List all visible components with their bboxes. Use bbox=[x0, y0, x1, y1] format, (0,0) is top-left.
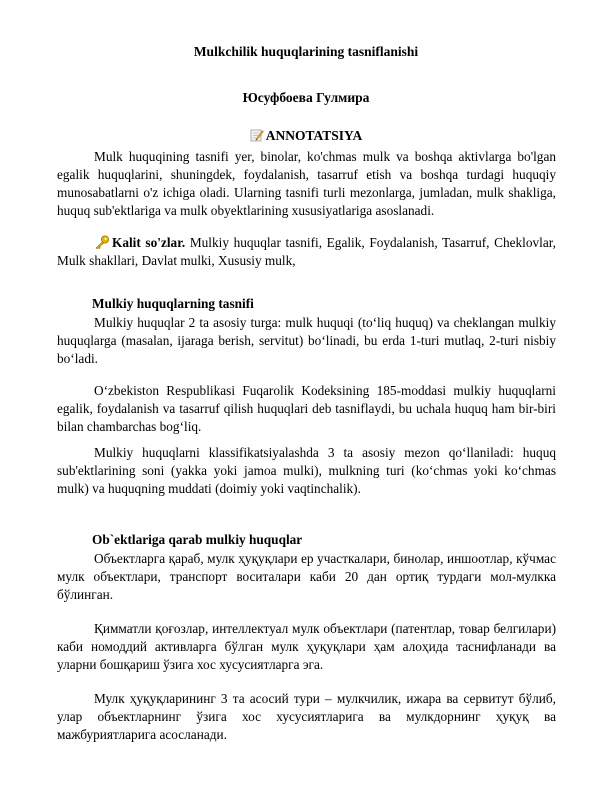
section-heading-obektlar: Ob`ektlariga qarab mulkiy huquqlar bbox=[92, 532, 303, 547]
author-name: Юсуфбоева Гулмира bbox=[242, 90, 370, 105]
section2-paragraph-1: Объектларга қараб, мулк ҳуқуқлари ер участкалари, бинолар, иншоотлар, кўчмас мулк объектлари, транспорт воситалари каби 20 дан ортиқ турдаги мол-мулкка бўлинган. bbox=[57, 551, 556, 602]
annotation-heading-row bbox=[0, 128, 612, 144]
section1-paragraph-1: Mulkiy huquqlar 2 ta asosiy turga: mulk huquqi (toʻliq huquq) va cheklangan mulkiy huquqlarga (masalan, ijaraga berish, servitut) boʻlinadi, bu erda 1-turi mutlaq, 2-turi nisbiy boʻladi. bbox=[57, 315, 556, 366]
section2-paragraph-2: Қимматли қоғозлар, интеллектуал мулк объектлари (патентлар, товар белгилари) каби номоддий активларга бўлган мулк ҳуқуқлари ҳам алоҳида таснифланади ва уларни бошқариш ўзига хос хусусиятларга эга. bbox=[57, 621, 556, 672]
keywords-text: Mulkiy huquqlar tasnifi, Egalik, Foydalanish, Tasarruf, Cheklovlar, Mulk shakllari, Davlat mulki, Xususiy mulk, bbox=[57, 235, 556, 268]
annotation-paragraph: Mulk huquqining tasnifi yer, binolar, ko'chmas mulk va boshqa aktivlarga bo'lgan egalik huquqlarini, shuningdek, foydalanish, tasarruf etish va boshqa turdagi huquqiy munosabatlarni o'z ichiga oladi. Ularning tasnifi turli mezonlarga, jumladan, mulk shakliga, huquq sub'ektlariga va mulk obyektlarining xususiyatlariga asoslanadi. bbox=[57, 149, 556, 218]
key-icon bbox=[94, 235, 110, 249]
keywords-label: Kalit so'zlar. bbox=[112, 235, 186, 250]
section1-paragraph-3: Mulkiy huquqlarni klassifikatsiyalashda 3 ta asosiy mezon qoʻllaniladi: huquq sub'ektlarining soni (yakka yoki jamoa mulki), mulkning turi (koʻchmas yoki koʻchmas mulk) va huquqning muddati (doimiy yoki vaqtinchalik). bbox=[57, 445, 556, 496]
document-title: Mulkchilik huquqlarining tasniflanishi bbox=[193, 44, 419, 59]
annotation-heading: ANNOTATSIYA bbox=[265, 128, 363, 143]
section1-paragraph-2: Oʻzbekiston Respublikasi Fuqarolik Kodeksining 185-moddasi mulkiy huquqlarni egalik, foydalanish va tasarruf qilish huquqlari deb tasniflaydi, bu uchala huquq ham bir-biri bilan chambarchas bogʻliq. bbox=[57, 383, 556, 434]
keywords-paragraph bbox=[57, 234, 556, 270]
memo-pencil-icon bbox=[250, 128, 264, 142]
section-heading-mulkiy-huquqlar: Mulkiy huquqlarning tasnifi bbox=[92, 296, 254, 311]
section2-paragraph-3: Мулк ҳуқуқларининг 3 та асосий тури – мулкчилик, ижара ва сервитут бўлиб, улар объектларнинг ўзига хос хусусиятларига ва мулкдорнинг ҳуқуқ ва мажбуриятларига асосланади. bbox=[57, 691, 556, 742]
